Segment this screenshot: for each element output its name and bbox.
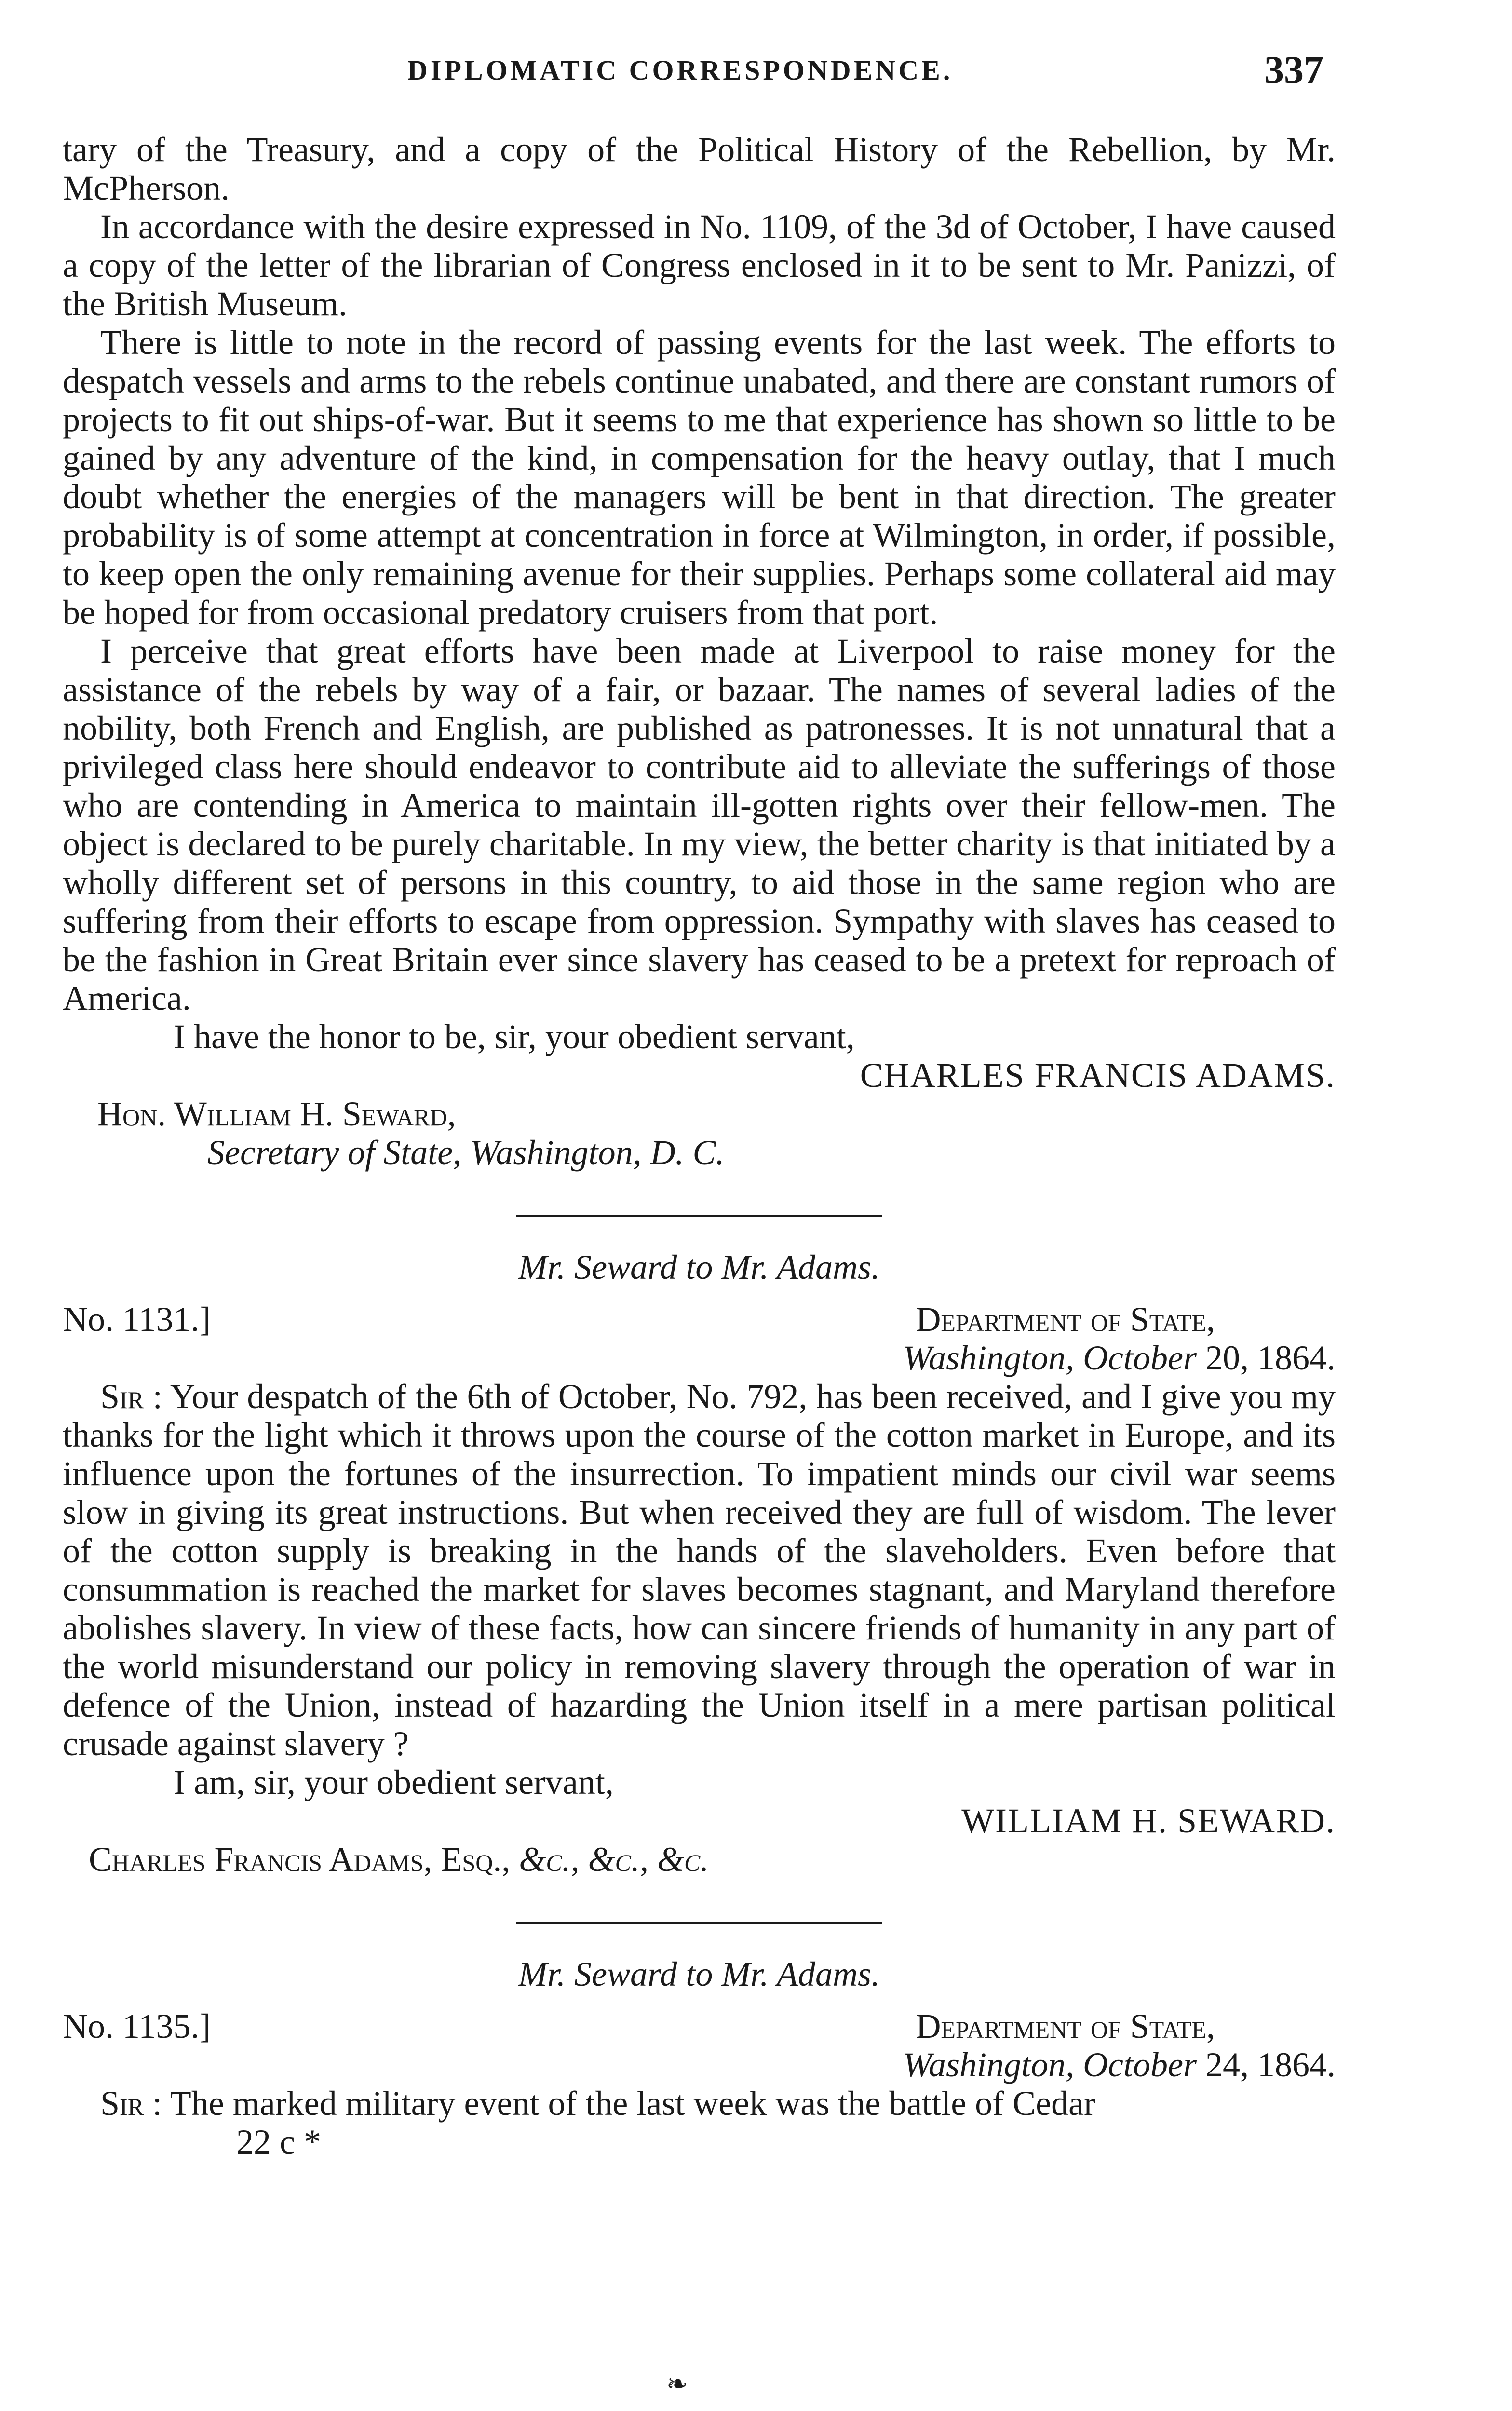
section-divider <box>516 1922 882 1924</box>
letter-number: No. 1131.] <box>63 1300 211 1339</box>
paragraph <box>63 2084 1336 2123</box>
salutation: Sir : <box>100 1377 162 1416</box>
recipient-etc: &c., &c., &c. <box>519 1840 709 1879</box>
department-line: Department of State, <box>916 1300 1215 1339</box>
letter-meta <box>63 2007 1336 2084</box>
paragraph: tary of the Treasury, and a copy of the Political History of the Rebellion, by Mr. McPherson. <box>63 130 1336 207</box>
letter-closing: I have the honor to be, sir, your obedient servant, <box>174 1017 855 1056</box>
dateline-date: 20, 1864. <box>1205 1339 1336 1377</box>
page-header <box>0 48 1512 107</box>
paragraph: There is little to note in the record of passing events for the last week. The efforts to despatch vessels and arms to the rebels continue unabated, and there are constant rumors of projects to fit out ships-of-war. But it seems to me that experience has shown so little to be gained by any adventure of the kind, in compensation for the heavy outlay, that I much doubt whether the energies of the managers will be bent in that direction. The greater probability is of some attempt at concentration in force at Wilmington, in order, if possible, to keep open the only remaining avenue for their supplies. Perhaps some collateral aid may be hoped for from occasional predatory cruisers from that port. <box>63 323 1336 632</box>
letter-body: Your despatch of the 6th of October, No. 792, has been received, and I give you my thanks for the light which it throws upon the course of the cotton market in Europe, and its influence upon the fortunes of the insurrection. To impatient minds our civil war seems slow in giving its great instructions. But when received they are full of wisdom. The lever of the cotton supply is breaking in the hands of the slaveholders. Even before that consummation is reached the market for slaves becomes stagnant, and Maryland therefore abolishes slavery. In view of these facts, how can sincere friends of humanity in any part of the world misunderstand our policy in removing slavery through the operation of war in defence of the Union, instead of hazarding the Union itself in a mere partisan political crusade against slavery ? <box>63 1377 1336 1763</box>
page-body <box>63 130 1336 2161</box>
page-number: 337 <box>1264 48 1323 92</box>
letter-closing: I am, sir, your obedient servant, <box>174 1763 614 1801</box>
letter-signature: CHARLES FRANCIS ADAMS. <box>860 1056 1336 1095</box>
dateline-place: Washington, <box>903 2045 1075 2084</box>
letter-heading: Mr. Seward to Mr. Adams. <box>518 1248 880 1287</box>
section-divider <box>516 1215 882 1217</box>
recipient-name: Charles Francis Adams, Esq., <box>89 1840 511 1879</box>
paragraph: In accordance with the desire expressed in No. 1109, of the 3d of October, I have caused a copy of the letter of the librarian of Congress enclosed in it to be sent to Mr. Panizzi, of the British Museum. <box>63 207 1336 323</box>
dateline-month: October <box>1083 2045 1197 2084</box>
paragraph: I perceive that great efforts have been made at Liverpool to raise money for the assistance of the rebels by way of a fair, or bazaar. The names of several ladies of the nobility, both French and English, are published as patronesses. It is not unnatural that a privileged class here should endeavor to contribute aid to alleviate the sufferings of those who are contending in America to maintain ill-gotten rights over their fellow-men. The object is declared to be purely charitable. In my view, the better charity is that initiated by a wholly different set of persons in this country, to aid those in the same region who are suffering from their efforts to escape from oppression. Sympathy with slaves has ceased to be the fashion in Great Britain ever since slavery has ceased to be a pretext for reproach of America. <box>63 632 1336 1017</box>
department-line: Department of State, <box>916 2007 1215 2045</box>
dateline-place: Washington, <box>903 1339 1075 1377</box>
dateline <box>903 2045 1336 2084</box>
dateline-month: October <box>1083 1339 1197 1377</box>
letter-heading: Mr. Seward to Mr. Adams. <box>518 1955 880 1993</box>
letter-body: The marked military event of the last week was the battle of Cedar <box>170 2084 1096 2123</box>
dateline-date: 24, 1864. <box>1205 2045 1336 2084</box>
addressee-name: Hon. William H. Seward, <box>97 1095 456 1133</box>
salutation: Sir : <box>100 2084 162 2123</box>
dateline <box>903 1339 1336 1377</box>
letter-number: No. 1135.] <box>63 2007 211 2045</box>
ornament-icon: ❧ <box>666 2370 688 2398</box>
signature-mark: 22 c * <box>236 2123 321 2161</box>
running-head: DIPLOMATIC CORRESPONDENCE. <box>407 54 953 86</box>
paragraph <box>63 1377 1336 1763</box>
recipient-line <box>63 1840 1336 1879</box>
letter-signature: WILLIAM H. SEWARD. <box>961 1801 1336 1840</box>
letter-meta <box>63 1300 1336 1377</box>
addressee-title: Secretary of State, Washington, D. C. <box>207 1133 725 1172</box>
